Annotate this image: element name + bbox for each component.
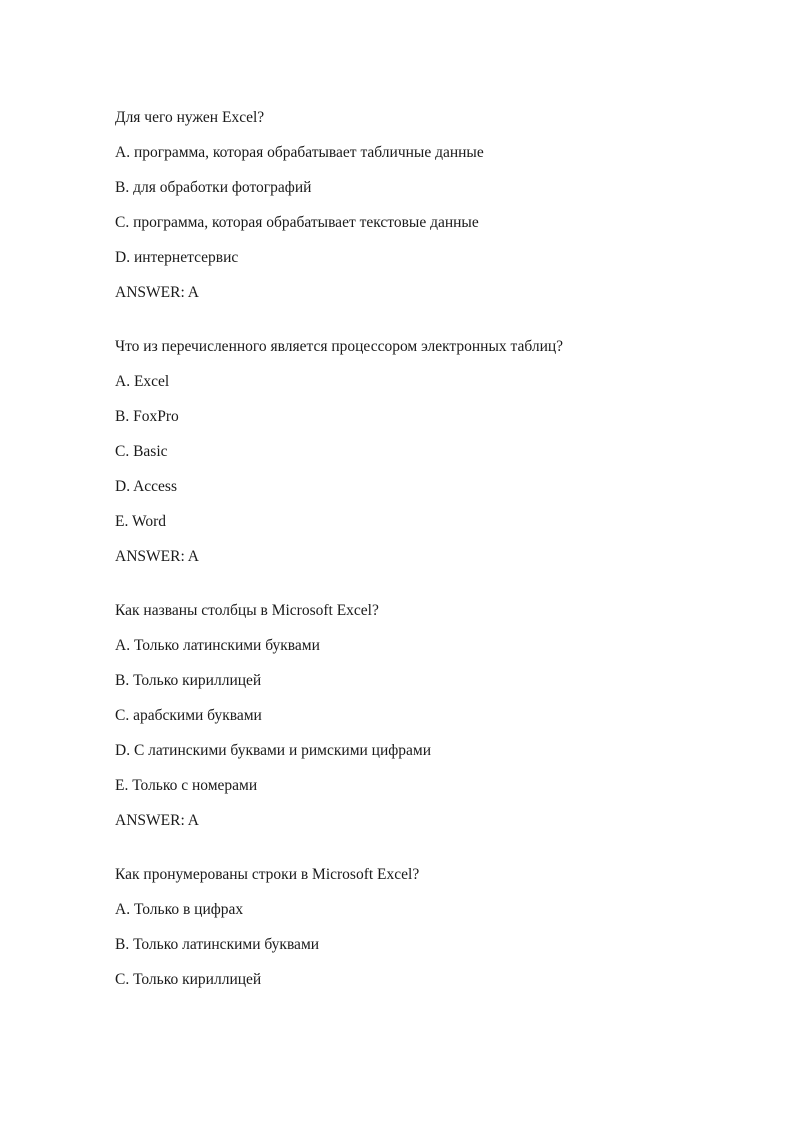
answer-option: C. программа, которая обрабатывает текстовые данные — [115, 214, 479, 231]
question-text: Для чего нужен Excel? — [115, 109, 265, 126]
question-block — [115, 108, 735, 303]
answer-option: C. арабскими буквами — [115, 707, 262, 724]
answer-option: C. Только кириллицей — [115, 971, 262, 988]
answer-option: A. Excel — [115, 373, 170, 390]
answer-option: A. Только в цифрах — [115, 901, 244, 918]
answer-key: ANSWER: A — [115, 812, 199, 829]
answer-option: E. Word — [115, 513, 166, 530]
answer-key: ANSWER: A — [115, 548, 199, 565]
question-text: Как названы столбцы в Microsoft Excel? — [115, 602, 379, 619]
question-block — [115, 601, 735, 831]
question-text: Что из перечисленного является процессором электронных таблиц? — [115, 338, 564, 355]
answer-option: E. Только с номерами — [115, 777, 258, 794]
answer-option: B. FoxPro — [115, 408, 179, 425]
answer-key: ANSWER: A — [115, 284, 199, 301]
answer-option: D. С латинскими буквами и римскими цифрами — [115, 742, 432, 759]
answer-option: B. Только кириллицей — [115, 672, 262, 689]
answer-option: B. для обработки фотографий — [115, 179, 312, 196]
answer-option: C. Basic — [115, 443, 168, 460]
question-text: Как пронумерованы строки в Microsoft Excel? — [115, 866, 420, 883]
document-page — [115, 108, 735, 990]
answer-option: A. Только латинскими буквами — [115, 637, 320, 654]
question-block — [115, 337, 735, 567]
question-block — [115, 865, 735, 990]
answer-option: B. Только латинскими буквами — [115, 936, 320, 953]
answer-option: D. Access — [115, 478, 177, 495]
answer-option: A. программа, которая обрабатывает табличные данные — [115, 144, 484, 161]
answer-option: D. интернетсервис — [115, 249, 239, 266]
